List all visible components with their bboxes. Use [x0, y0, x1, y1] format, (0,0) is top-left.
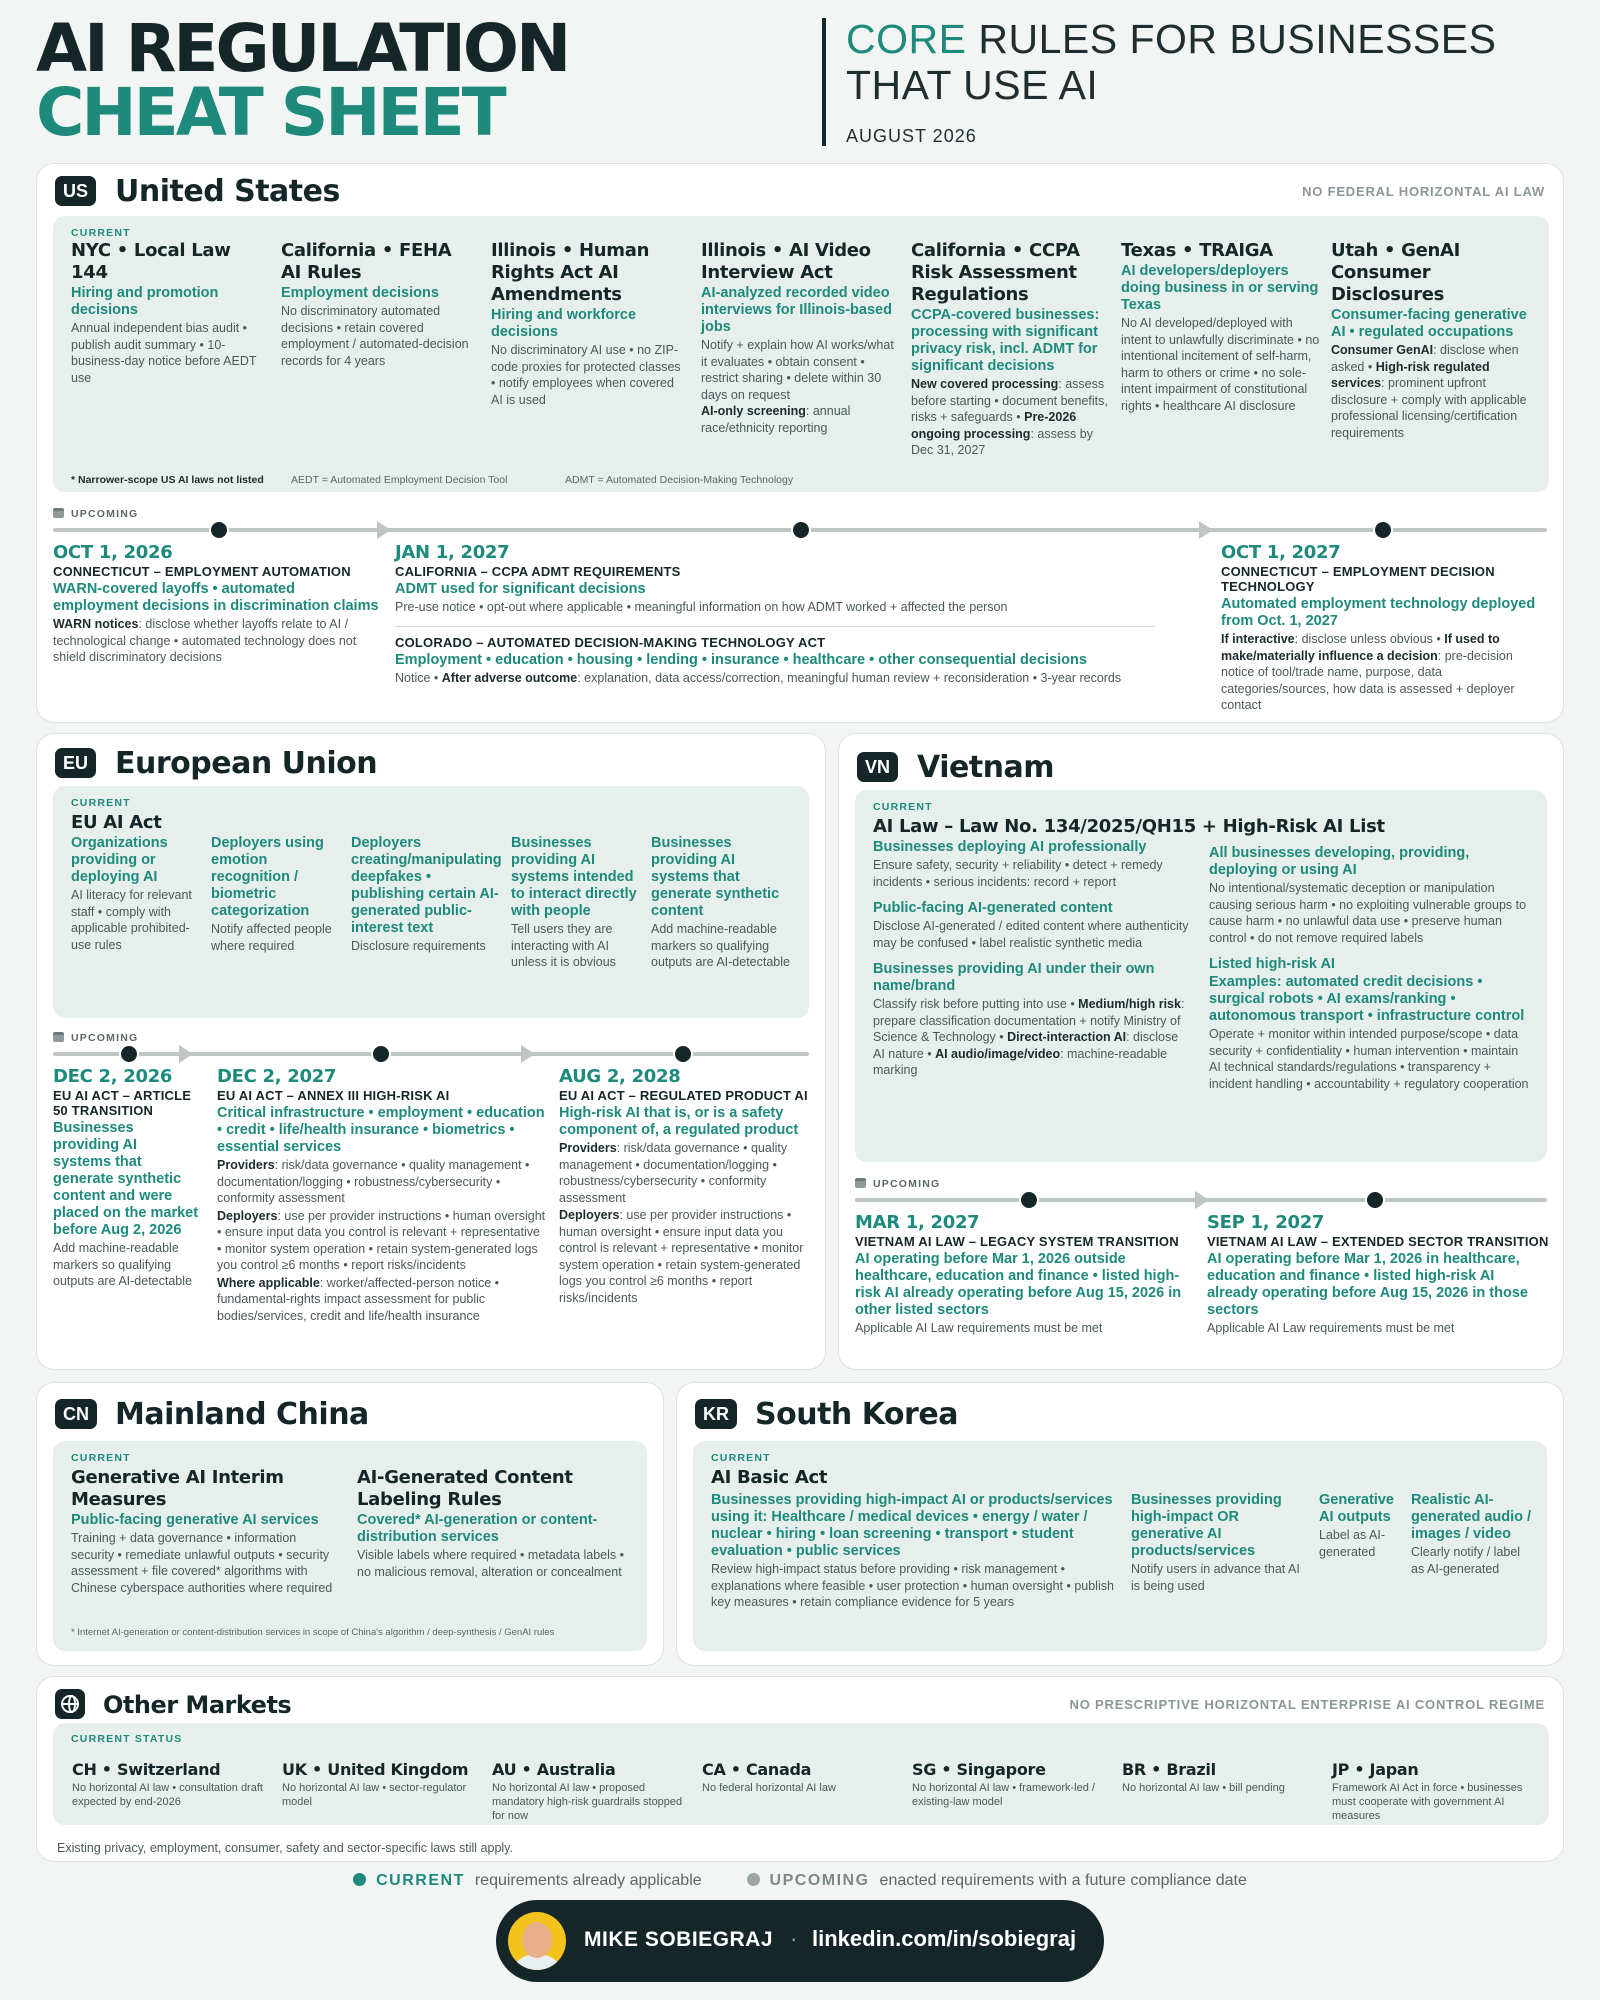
kr-current-panel [693, 1441, 1547, 1651]
footnote-1: * Narrower-scope US AI laws not listed [71, 474, 264, 486]
title-line-1: AI REGULATION [36, 10, 569, 87]
kr-badge: KR [695, 1399, 737, 1429]
event-scope: Automated employment technology deployed from Oct. 1, 2027 [1221, 596, 1536, 629]
event-desc-bold: Deployers [559, 1208, 620, 1222]
rule-desc: Notify users in advance that AI is being used [1131, 1562, 1300, 1593]
avatar [508, 1912, 566, 1970]
event-desc-bold: Where applicable [217, 1275, 320, 1290]
rule-title: AI-Generated Content Labeling Rules [357, 1467, 573, 1510]
kr-current-label: CURRENT [711, 1452, 771, 1464]
legend-upcoming-desc: enacted requirements with a future compliance date [879, 1872, 1247, 1889]
rule-desc: Disclose AI-generated / edited content where authenticity may be confused • label realistic synthetic media [873, 919, 1189, 950]
law-desc: No AI developed/deployed with intent to unlawfully discriminate • no intentional incitement of self-harm, harm to others or crime • no sole-intent impairment of constitutional rights • healthcare AI disclosure [1121, 316, 1320, 413]
law-desc-bold: Consumer GenAI [1331, 343, 1434, 357]
event-scope: AI operating before Mar 1, 2026 outside healthcare, education and finance • listed high-risk AI already operating before Aug 15, 2026 in other listed sectors [855, 1251, 1182, 1318]
law-title: Illinois • Human Rights Act AI Amendments [491, 240, 650, 305]
timeline-arrow [179, 1045, 193, 1063]
event-desc-bold: After adverse outcome [441, 670, 578, 685]
event-scope: Employment • education • housing • lending • insurance • healthcare • other consequential decisions [395, 651, 1087, 668]
rule-desc: Add machine-readable markers so qualifying outputs are AI-detectable [651, 922, 790, 969]
event-heading: VIETNAM AI LAW – LEGACY SYSTEM TRANSITION [855, 1234, 1179, 1249]
event-heading: EU AI ACT – ARTICLE 50 TRANSITION [53, 1088, 192, 1118]
us-card [36, 163, 1564, 723]
title-line-2: CHEAT SHEET [36, 74, 504, 151]
legend [0, 1872, 1600, 1890]
rule-scope: Organizations providing or deploying AI [71, 835, 168, 885]
eu-event-aug-2028 [559, 1066, 811, 1306]
event-desc-text: : risk/data governance • quality management • documentation/logging • robustness/cybersecurity • conformity assessment [217, 1158, 530, 1205]
us-note: NO FEDERAL HORIZONTAL AI LAW [1302, 184, 1545, 199]
market-desc: No horizontal AI law • sector-regulator model [282, 1782, 467, 1808]
header-subtitle [846, 16, 1586, 108]
event-desc-text: : disclose unless obvious • [1294, 632, 1445, 646]
eu-rule-4 [511, 834, 637, 971]
eu-rule-5 [651, 834, 793, 971]
rule-scope: Businesses providing AI under their own name/brand [873, 961, 1155, 994]
rule-scope: Businesses deploying AI professionally [873, 839, 1147, 855]
law-title: Utah • GenAI Consumer Disclosures [1331, 240, 1461, 305]
market-desc: Framework AI Act in force • businesses must cooperate with government AI measures [1332, 1782, 1523, 1822]
us-footnote-admt: ADMT = Automated Decision-Making Technology [565, 474, 794, 486]
event-date: SEP 1, 2027 [1207, 1212, 1325, 1233]
law-desc [911, 376, 1111, 459]
event-scope: WARN-covered layoffs • automated employment decisions in discrimination claims [53, 581, 379, 614]
event-date: OCT 1, 2027 [1221, 542, 1341, 563]
event-desc: Add machine-readable markers so qualifying outputs are AI-detectable [53, 1241, 192, 1288]
eu-current-panel [53, 786, 809, 1018]
rule-desc: Clearly notify / label as AI-generated [1411, 1545, 1521, 1576]
rule-scope: Businesses providing high-impact OR generative AI products/services [1131, 1492, 1282, 1559]
event-desc [559, 1207, 811, 1306]
author-name: MIKE SOBIEGRAJ [584, 1928, 774, 1951]
linkedin-link[interactable]: linkedin.com/in/sobiegraj [812, 1926, 1077, 1951]
rule-desc: No intentional/systematic deception or manipulation causing serious harm • no exploiting vulnerable groups to cause harm • no unlawful data use • preserve human control • do not remove required labels [1209, 881, 1527, 945]
vn-region-name: Vietnam [917, 750, 1055, 785]
event-scope: High-risk AI that is, or is a safety component of, a regulated product [559, 1105, 799, 1138]
market-singapore [912, 1760, 1112, 1809]
eu-region-name: European Union [115, 746, 378, 781]
event-desc-bold: Providers [559, 1141, 617, 1155]
event-desc-text: Notice • [395, 670, 442, 685]
eu-act-title: EU AI Act [71, 812, 162, 833]
event-desc: Pre-use notice • opt-out where applicable • meaningful information on how ADMT worked + affected the person [395, 600, 1008, 614]
timeline-dot [371, 1044, 391, 1064]
event-desc-bold: WARN notices [53, 617, 139, 631]
rule-desc-bold: Direct-interaction AI [1007, 1030, 1127, 1044]
law-desc-text: : assess by Dec 31, 2027 [911, 426, 1093, 457]
law-desc-bold: Pre-2026 ongoing processing [911, 410, 1077, 441]
rule-desc: Review high-impact status before providing • risk management • explanations where feasible • user protection • human oversight • publish key measures • retain compliance evidence for 5 years [711, 1562, 1114, 1609]
us-event-ct-2027 [1221, 542, 1549, 714]
rule-desc [873, 996, 1191, 1079]
timeline-arrow [1195, 1191, 1209, 1209]
event-desc [1221, 631, 1549, 714]
event-desc [559, 1140, 811, 1206]
vn-current-panel [855, 790, 1547, 1162]
rule-scope: Covered* AI-generation or content-distribution services [357, 1512, 598, 1545]
rule-scope: Realistic AI-generated audio / images / video [1411, 1492, 1532, 1542]
law-desc-text: : prominent upfront disclosure + comply with applicable professional licensing/certification requirements [1331, 376, 1527, 440]
law-title: NYC • Local Law 144 [71, 240, 231, 283]
event-desc [217, 1208, 547, 1274]
event-date: DEC 2, 2027 [217, 1066, 337, 1087]
event-date: MAR 1, 2027 [855, 1212, 980, 1233]
market-desc: No federal horizontal AI law [702, 1782, 836, 1794]
timeline-dot [1373, 520, 1393, 540]
market-title: AU • Australia [492, 1760, 616, 1779]
other-region-name: Other Markets [103, 1691, 292, 1719]
kr-region-name: South Korea [755, 1397, 958, 1432]
rule-desc-bold: Medium/high risk [1078, 997, 1181, 1011]
rule-desc-text: : disclose AI nature • [873, 1030, 1179, 1061]
cn-rule-2 [357, 1467, 627, 1580]
market-brazil [1122, 1760, 1322, 1795]
header [36, 10, 1564, 152]
us-law-illinois-hra [491, 240, 687, 408]
market-title: BR • Brazil [1122, 1760, 1216, 1779]
calendar-icon [53, 508, 64, 518]
us-footnote [71, 474, 264, 486]
law-title: Texas • TRAIGA [1121, 240, 1273, 261]
market-title: CH • Switzerland [72, 1760, 221, 1779]
rule-scope: Businesses providing high-impact AI or products/services using it: Healthcare / medical devices • energy / water / nuclear • hiring • loan screening • transport • student evaluation • public services [711, 1492, 1113, 1559]
us-event-jan-2027 [395, 542, 1155, 686]
rule-scope: All businesses developing, providing, deploying or using AI [1209, 845, 1470, 878]
market-title: JP • Japan [1332, 1760, 1419, 1779]
eu-timeline [53, 1052, 809, 1056]
event-date: JAN 1, 2027 [395, 542, 510, 563]
event-desc-text: : risk/data governance • quality management • documentation/logging • robustness/cybersecurity • conformity assessment [559, 1141, 788, 1205]
vn-badge: VN [857, 752, 898, 782]
cn-region-name: Mainland China [115, 1397, 369, 1432]
rule-scope: Deployers creating/manipulating deepfakes • publishing certain AI-generated public-interest text [351, 835, 502, 936]
vn-left-rules [873, 838, 1191, 1079]
us-law-utah [1331, 240, 1531, 441]
other-footnote: Existing privacy, employment, consumer, safety and sector-specific laws still apply. [57, 1841, 513, 1855]
vn-event-mar-2027 [855, 1212, 1185, 1337]
eu-rule-1 [71, 834, 203, 953]
rule-scope: Generative AI outputs [1319, 1492, 1394, 1525]
law-desc-text: : assess before starting • document benefits, risks + safeguards • [911, 377, 1108, 424]
market-title: CA • Canada [702, 1760, 812, 1779]
us-upcoming-label [53, 508, 138, 520]
timeline-dot [1019, 1190, 1039, 1210]
header-date: AUGUST 2026 [846, 126, 977, 146]
event-scope: AI operating before Mar 1, 2026 in healthcare, education and finance • listed high-risk AI already operating before Aug 15, 2026 in those sectors [1207, 1251, 1528, 1318]
us-region-name: United States [115, 174, 340, 209]
us-current-panel [53, 216, 1549, 492]
timeline-dot [673, 1044, 693, 1064]
rule-desc-bold: AI audio/image/video [935, 1046, 1061, 1061]
us-law-california-feha [281, 240, 477, 369]
eu-rule-2 [211, 834, 335, 954]
cn-card [36, 1382, 664, 1666]
event-desc [217, 1275, 547, 1325]
event-desc: Applicable AI Law requirements must be met [855, 1321, 1103, 1335]
market-japan [1332, 1760, 1532, 1823]
law-scope: Hiring and workforce decisions [491, 307, 637, 340]
vn-act-title: AI Law – Law No. 134/2025/QH15 + High-Risk AI List [873, 816, 1385, 837]
kr-rule-2 [1131, 1491, 1311, 1594]
rule-desc-text: : machine-readable marking [873, 1046, 1168, 1077]
market-uk [282, 1760, 482, 1809]
current-legend-dot [353, 1873, 366, 1886]
legend-current-label: CURRENT [376, 1872, 465, 1889]
market-desc: No horizontal AI law • proposed mandatory high-risk guardrails stopped for now [492, 1782, 683, 1822]
rule-scope: Listed high-risk AI [1209, 956, 1335, 972]
calendar-icon [53, 1032, 64, 1042]
rule-desc-text: : prepare classification documentation + notify Ministry of Science & Technology • [873, 997, 1185, 1044]
market-title: SG • Singapore [912, 1760, 1046, 1779]
event-divider [395, 626, 1155, 627]
eu-event-dec-2027 [217, 1066, 547, 1324]
footer-separator: · [790, 1926, 798, 1951]
timeline-dot [1365, 1190, 1385, 1210]
other-current-status-label: CURRENT STATUS [71, 1733, 183, 1745]
subtitle-rest: RULES FOR BUSINESSES THAT USE AI [846, 16, 1497, 108]
kr-rule-3 [1319, 1491, 1403, 1560]
timeline-arrow [521, 1045, 535, 1063]
law-desc: No discriminatory AI use • no ZIP-code proxies for protected classes • notify employees when covered AI is used [491, 343, 681, 407]
rule-desc: Disclosure requirements [351, 939, 486, 953]
law-desc-text: Notify + explain how AI works/what it evaluates • obtain consent • restrict sharing • delete within 30 days on request [701, 338, 894, 402]
cn-current-panel [53, 1441, 647, 1651]
law-title: Illinois • AI Video Interview Act [701, 240, 871, 283]
kr-rule-4 [1411, 1491, 1535, 1577]
timeline-dot [791, 520, 811, 540]
market-desc: No horizontal AI law • framework-led / existing-law model [912, 1782, 1095, 1808]
market-title: UK • United Kingdom [282, 1760, 469, 1779]
rule-desc: Ensure safety, security + reliability • detect + remedy incidents • serious incidents: record + report [873, 858, 1163, 889]
timeline-dot [209, 520, 229, 540]
law-scope: CCPA-covered businesses: processing with significant privacy risk, incl. ADMT for significant decisions [911, 307, 1100, 374]
event-desc-text: : worker/affected-person notice • fundamental-rights impact assessment for public bodies/services, credit and life/health insurance [217, 1275, 500, 1323]
event-date: AUG 2, 2028 [559, 1066, 681, 1087]
law-desc [1331, 342, 1531, 441]
law-scope: Employment decisions [281, 285, 439, 301]
rule-desc: Visible labels where required • metadata labels • no malicious removal, alteration or concealment [357, 1548, 625, 1579]
rule-title: Generative AI Interim Measures [71, 1467, 284, 1510]
vn-event-sep-2027 [1207, 1212, 1549, 1337]
us-law-ccpa [911, 240, 1111, 459]
event-scope: Businesses providing AI systems that generate synthetic content and were placed on the market before Aug 2, 2026 [53, 1120, 199, 1238]
rule-scope: Examples: automated credit decisions • surgical robots • AI exams/ranking • autonomous transport • infrastructure control [1209, 974, 1525, 1024]
eu-card [36, 733, 826, 1370]
upcoming-text: UPCOMING [71, 508, 139, 520]
event-desc-text: : pre-decision notice of tool/trade name, purpose, data categories/sources, how data is assessed + deployer contact [1221, 648, 1515, 712]
vn-current-label: CURRENT [873, 801, 933, 813]
rule-desc: Operate + monitor within intended purpose/scope • data security + confidentiality • human intervention • maintain AI technical standards/regulations • transparency + incident handling • accountability + regulatory cooperation [1209, 1027, 1529, 1091]
law-scope: AI-analyzed recorded video interviews for Illinois-based jobs [701, 285, 892, 335]
event-scope: Critical infrastructure • employment • education • credit • life/health insurance • biometrics • essential services [217, 1105, 545, 1155]
us-law-texas [1121, 240, 1321, 414]
law-desc-text: : annual race/ethnicity reporting [701, 404, 851, 435]
timeline-arrow [1199, 521, 1213, 539]
law-scope: AI developers/deployers doing business in or serving Texas [1121, 263, 1319, 313]
rule-scope: Deployers using emotion recognition / biometric categorization [211, 835, 324, 919]
eu-upcoming-label [53, 1032, 138, 1044]
law-desc-text: : disclose when asked • [1331, 343, 1519, 374]
other-note: NO PRESCRIPTIVE HORIZONTAL ENTERPRISE AI CONTROL REGIME [1069, 1697, 1545, 1712]
law-title: California • CCPA Risk Assessment Regulations [911, 240, 1080, 305]
market-canada [702, 1760, 902, 1795]
rule-scope: Public-facing generative AI services [71, 1512, 319, 1528]
kr-act-title: AI Basic Act [711, 1467, 828, 1488]
legend-current-desc: requirements already applicable [474, 1872, 702, 1889]
kr-rule-1 [711, 1491, 1121, 1611]
event-desc-text: : disclose whether layoffs relate to AI / technological change • automated technology does not shield discriminatory decisions [53, 617, 357, 664]
rule-desc: Tell users they are interacting with AI unless it is obvious [511, 922, 616, 969]
law-scope: Hiring and promotion decisions [71, 285, 219, 318]
law-desc-bold: High-risk regulated services [1331, 359, 1490, 390]
us-footnote-aedt: AEDT = Automated Employment Decision Tool [291, 474, 508, 486]
us-law-illinois-video [701, 240, 897, 436]
calendar-icon [855, 1178, 866, 1188]
event-heading: CONNECTICUT – EMPLOYMENT DECISION TECHNOLOGY [1221, 564, 1495, 594]
us-event-ct-2026 [53, 542, 383, 666]
event-desc-text: : use per provider instructions • human oversight • ensure input data you control is relevant + representative • monitor system operation • retain system-generated logs you control ≥6 months • report risks/incidents [217, 1208, 546, 1272]
law-desc: Annual independent bias audit • publish audit summary • 10-business-day notice before AEDT use [71, 321, 257, 385]
event-desc-bold: If used to make/materially influence a decision [1221, 632, 1500, 663]
event-heading: CALIFORNIA – CCPA ADMT REQUIREMENTS [395, 564, 681, 579]
law-desc-bold: New covered processing [911, 377, 1059, 391]
law-desc: No discriminatory automated decisions • retain covered employment / automated-decision records for 4 years [281, 304, 469, 368]
globe-icon [55, 1689, 85, 1719]
vn-right-rules [1209, 844, 1531, 1092]
law-desc-bold: AI-only screening [701, 404, 806, 418]
event-desc-text: : explanation, data access/correction, meaningful human review + reconsideration • 3-year records [577, 670, 1122, 685]
law-title: California • FEHA AI Rules [281, 240, 452, 283]
event-desc-bold: Providers [217, 1158, 275, 1172]
upcoming-legend-dot [747, 1873, 760, 1886]
rule-scope: Businesses providing AI systems intended to interact directly with people [511, 835, 637, 919]
law-scope: Consumer-facing generative AI • regulated occupations [1331, 307, 1527, 340]
cn-badge: CN [55, 1399, 97, 1429]
event-heading: EU AI ACT – REGULATED PRODUCT AI [559, 1088, 808, 1103]
rule-desc: Notify affected people where required [211, 922, 332, 953]
vn-card [838, 733, 1564, 1370]
vn-upcoming-label [855, 1178, 940, 1190]
cn-current-label: CURRENT [71, 1452, 131, 1464]
event-heading: COLORADO – AUTOMATED DECISION-MAKING TECHNOLOGY ACT [395, 634, 826, 650]
event-date: DEC 2, 2026 [53, 1066, 173, 1087]
eu-rule-3 [351, 834, 501, 955]
upcoming-text: UPCOMING [873, 1178, 941, 1190]
rule-desc: Training + data governance • information security • remediate unlawful outputs • security assessment + file covered* algorithms with Chinese cyberspace authorities where required [71, 1531, 333, 1595]
header-divider [822, 18, 826, 146]
event-scope: ADMT used for significant decisions [395, 581, 646, 597]
author-footer [496, 1900, 1104, 1982]
us-badge: US [55, 176, 96, 206]
eu-badge: EU [55, 748, 96, 778]
eu-current-label: CURRENT [71, 797, 131, 809]
market-australia [492, 1760, 692, 1823]
rule-scope: Public-facing AI-generated content [873, 900, 1113, 916]
us-law-nyc [71, 240, 267, 386]
event-heading: EU AI ACT – ANNEX III HIGH-RISK AI [217, 1088, 450, 1103]
rule-desc: AI literacy for relevant staff • comply with applicable prohibited-use rules [71, 888, 192, 952]
event-desc-bold: If interactive [1221, 632, 1295, 646]
event-desc [395, 670, 1155, 687]
rule-desc: Label as AI-generated [1319, 1528, 1386, 1559]
event-heading: VIETNAM AI LAW – EXTENDED SECTOR TRANSITION [1207, 1234, 1549, 1249]
legend-upcoming-label: UPCOMING [769, 1872, 870, 1889]
event-desc [217, 1157, 547, 1207]
event-heading: CONNECTICUT – EMPLOYMENT AUTOMATION [53, 564, 351, 579]
rule-desc-text: Classify risk before putting into use • [873, 997, 1079, 1011]
kr-card [676, 1382, 1564, 1666]
rule-scope: Businesses providing AI systems that generate synthetic content [651, 835, 780, 919]
event-desc: Applicable AI Law requirements must be met [1207, 1321, 1455, 1335]
market-switzerland [72, 1760, 272, 1809]
subtitle-accent: CORE [846, 16, 967, 62]
law-desc [701, 337, 897, 436]
market-desc: No horizontal AI law • bill pending [1122, 1782, 1285, 1794]
timeline-arrow [377, 521, 391, 539]
eu-event-dec-2026 [53, 1066, 199, 1290]
us-current-label: CURRENT [71, 227, 131, 239]
event-desc-bold: Deployers [217, 1208, 278, 1223]
event-desc [53, 616, 383, 666]
event-date: OCT 1, 2026 [53, 542, 173, 563]
market-desc: No horizontal AI law • consultation draft expected by end-2026 [72, 1782, 263, 1808]
cn-footnote: * Internet AI-generation or content-distribution services in scope of China's algorithm / deep-synthesis / GenAI rules [71, 1627, 555, 1638]
cn-rule-1 [71, 1467, 341, 1596]
timeline-dot [119, 1044, 139, 1064]
upcoming-text: UPCOMING [71, 1032, 139, 1044]
event-desc-text: : use per provider instructions • human oversight • ensure input data you control is relevant + representative • monitor system operation • retain system-generated logs you control ≥6 months • report risks/incidents [559, 1208, 804, 1305]
